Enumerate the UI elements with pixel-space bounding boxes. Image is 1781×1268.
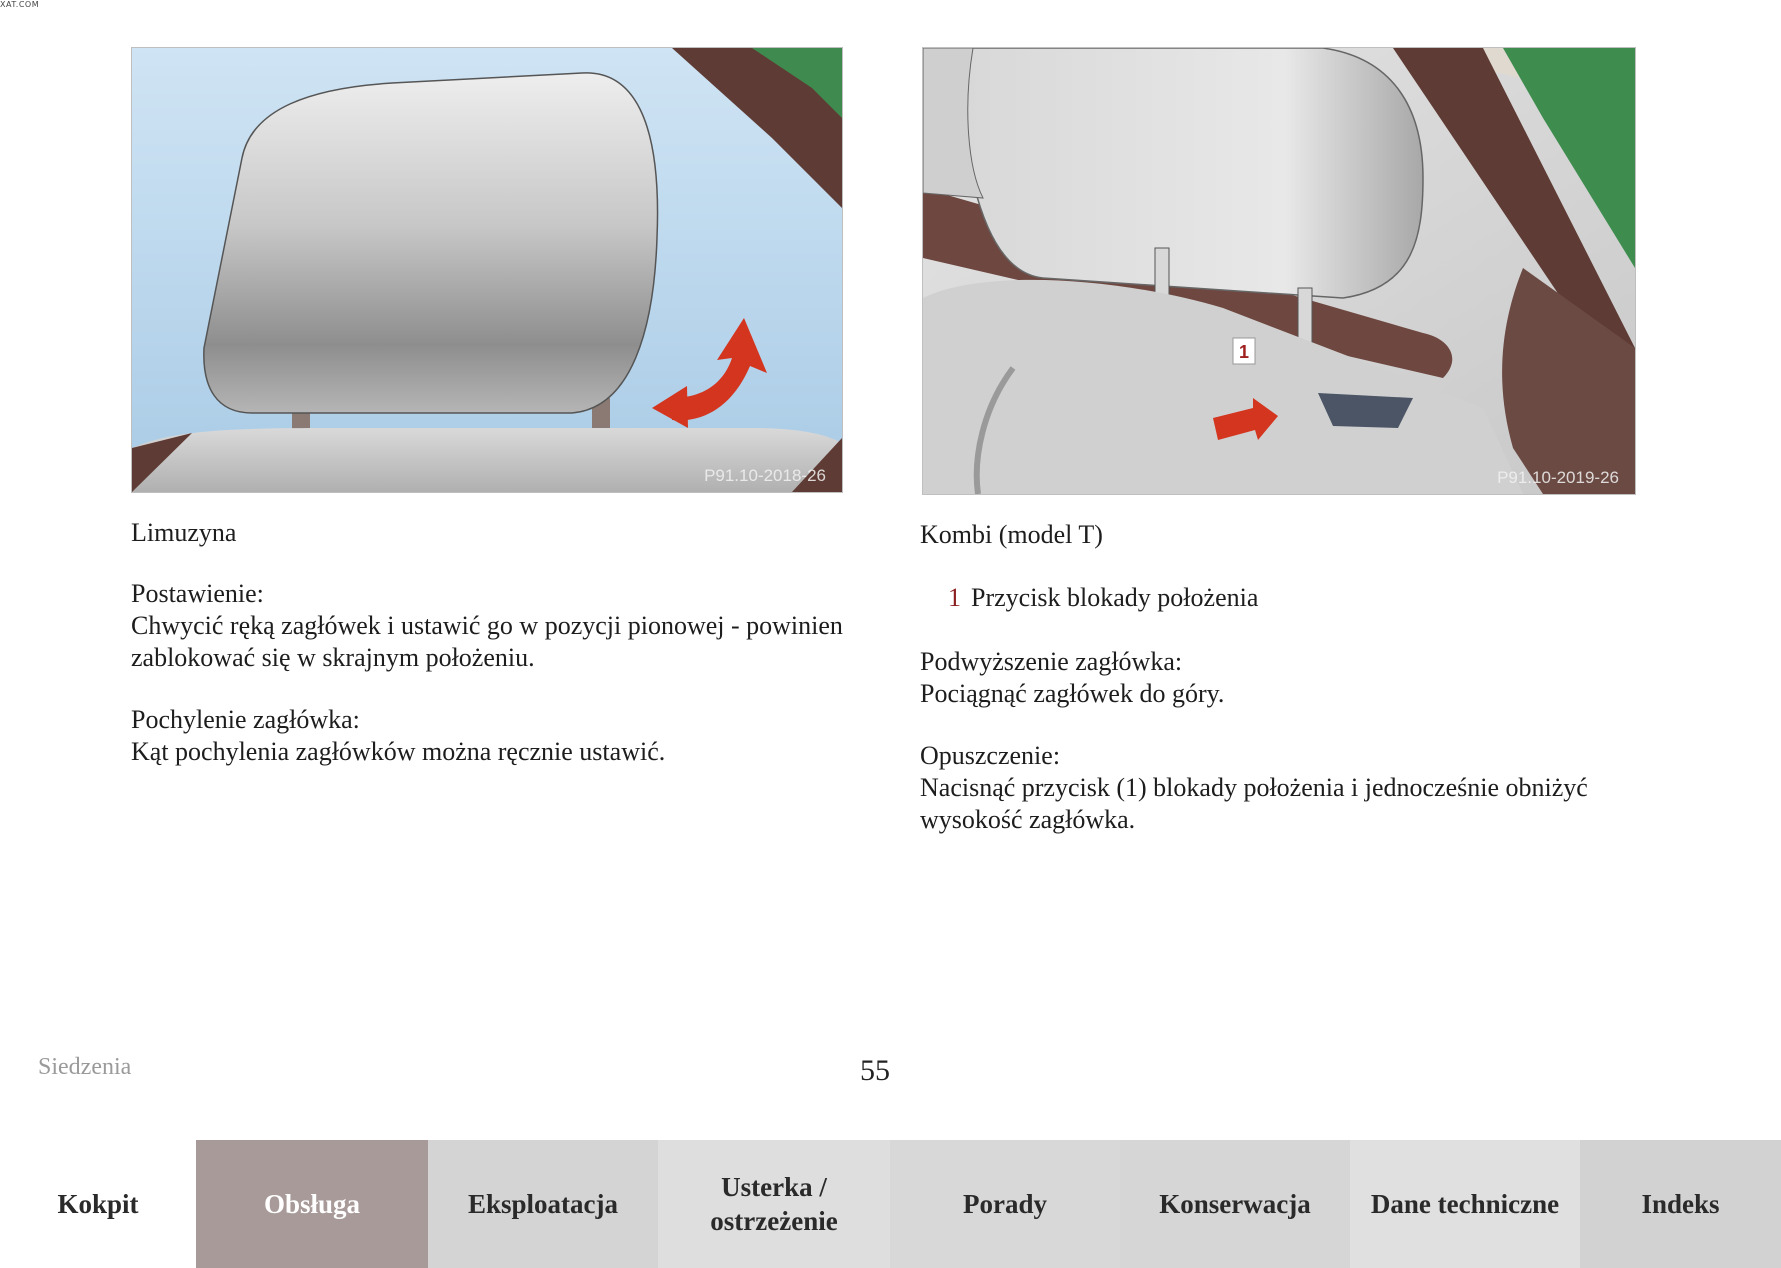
instruction-tilt	[131, 704, 843, 768]
watermark: XAT.COM	[0, 0, 40, 9]
left-column-text	[131, 578, 843, 798]
section-name: Siedzenia	[38, 1054, 132, 1080]
instruction-lower	[920, 740, 1635, 836]
tab-eksploatacja[interactable]: Eksploatacja	[428, 1140, 658, 1268]
instruction-raise	[131, 578, 843, 674]
lock-button-icon	[1318, 393, 1413, 428]
instruction-text: Pociągnąć zagłówek do góry.	[920, 679, 1225, 708]
estate-headrest-illustration	[923, 48, 1635, 494]
tab-dane-techniczne[interactable]: Dane techniczne	[1350, 1140, 1580, 1268]
tab-obsluga[interactable]: Obsługa	[196, 1140, 428, 1268]
tab-porady[interactable]: Porady	[890, 1140, 1120, 1268]
instruction-label: Podwyższenie zagłówka:	[920, 647, 1183, 676]
figure-caption-estate: Kombi (model T)	[920, 520, 1103, 549]
chapter-tabs	[0, 1140, 1781, 1268]
page-number: 55	[860, 1054, 890, 1087]
figure-code: P91.10-2018-26	[704, 466, 826, 485]
callout-number: 1	[1238, 342, 1250, 362]
instruction-raise-height	[920, 646, 1635, 710]
tab-kokpit[interactable]: Kokpit	[0, 1140, 196, 1268]
legend-item	[948, 582, 1628, 614]
instruction-text: Chwycić ręką zagłówek i ustawić go w pozycji pionowej - powinien zablokować się w skrajnym położeniu.	[131, 611, 843, 672]
instruction-label: Pochylenie zagłówka:	[131, 705, 360, 734]
figure-estate-headrest	[922, 47, 1636, 495]
figure-sedan-headrest	[131, 47, 843, 493]
legend-number: 1	[948, 583, 961, 612]
sedan-headrest-illustration	[132, 48, 842, 492]
tab-usterka[interactable]: Usterka / ostrzeżenie	[658, 1140, 890, 1268]
figure-code: P91.10-2019-26	[1497, 468, 1619, 487]
legend-text: Przycisk blokady położenia	[971, 583, 1259, 612]
tab-indeks[interactable]: Indeks	[1580, 1140, 1781, 1268]
right-column-text	[920, 646, 1635, 866]
tab-konserwacja[interactable]: Konserwacja	[1120, 1140, 1350, 1268]
instruction-label: Opuszczenie:	[920, 741, 1061, 770]
instruction-text: Kąt pochylenia zagłówków można ręcznie ustawić.	[131, 737, 666, 766]
instruction-label: Postawienie:	[131, 579, 264, 608]
figure-caption-sedan: Limuzyna	[131, 518, 237, 547]
instruction-text: Nacisnąć przycisk (1) blokady położenia i jednocześnie obniżyć wysokość zagłówka.	[920, 773, 1588, 834]
